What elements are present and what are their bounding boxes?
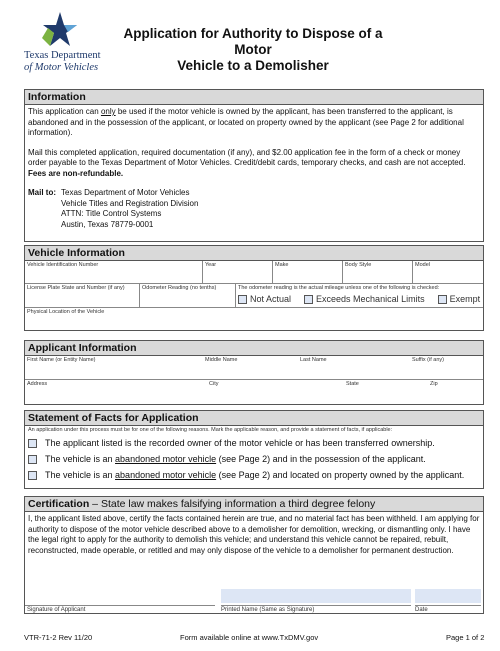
exempt-checkbox[interactable] — [438, 295, 447, 304]
exceeds-limits-checkbox[interactable] — [304, 295, 313, 304]
plate-label: License Plate State and Number (if any) — [27, 285, 125, 291]
exempt-label: Exempt — [449, 294, 481, 304]
owner-checkbox[interactable] — [28, 439, 37, 448]
suffix-label: Suffix (if any) — [412, 357, 444, 363]
mail-to-block — [28, 188, 480, 230]
city-field[interactable] — [207, 380, 344, 404]
fees-note: Fees are non-refundable. — [28, 168, 124, 178]
date-label: Date — [415, 607, 428, 613]
address-line: Texas Department of Motor Vehicles — [61, 188, 190, 197]
address-line: Austin, Texas 78779-0001 — [61, 219, 154, 229]
facts-note: An application under this process must be for one of the following reasons. Mark the applicable reason, and provide a statement of facts, if applicable: — [28, 427, 393, 433]
property-checkbox[interactable] — [28, 471, 37, 480]
information-section — [24, 89, 484, 242]
fact-option-owner — [25, 434, 483, 450]
information-para1 — [28, 107, 480, 139]
odometer-options — [236, 284, 483, 307]
address-line: ATTN: Title Control Systems — [61, 209, 162, 218]
certification-section — [24, 496, 484, 614]
title-line1: Application for Authority to Dispose of a Motor — [123, 26, 383, 57]
not-actual-checkbox[interactable] — [238, 295, 247, 304]
state-field[interactable] — [344, 380, 428, 404]
certification-text: I, the applicant listed above, certify the facts contained herein are true, and no material fact has been withheld. I am applying for authority to dispose of the motor vehicle described above to a demolisher for demolition, wrecking, or dismantling only. I have the legal right to apply for the authority to demolish this vehicle; and understand this vehicle cannot be repaired, rebuilt, reconstructed, made operable, or retitled and may only dispose of the vehicle to a demolisher for permanent destruction. — [28, 514, 480, 555]
information-heading: Information — [25, 90, 483, 105]
address-label: Address — [27, 381, 48, 387]
last-name-label: Last Name — [300, 357, 327, 363]
info-only-emphasis: only — [100, 107, 116, 116]
certification-title: Certification — [28, 498, 90, 510]
odometer-field[interactable] — [140, 284, 236, 307]
fact-owner-text: The applicant listed is the recorded owner of the motor vehicle or has been transferred ownership. — [45, 438, 435, 448]
date-field — [415, 605, 481, 613]
make-field[interactable] — [273, 261, 343, 283]
fact-possession-text — [45, 454, 426, 464]
first-name-label: First Name (or Entity Name) — [27, 357, 96, 363]
city-label: City — [209, 381, 219, 387]
date-input[interactable] — [415, 589, 481, 603]
suffix-field[interactable] — [410, 356, 483, 379]
page-number: Page 1 of 2 — [446, 633, 485, 642]
year-label: Year — [205, 262, 217, 268]
vin-field[interactable] — [25, 261, 203, 283]
plate-field[interactable] — [25, 284, 140, 307]
fact-option-property — [25, 466, 483, 482]
middle-name-field[interactable] — [203, 356, 298, 379]
odometer-note: The odometer reading is the actual mileage unless one of the following is checked: — [238, 285, 440, 291]
fact-text: The vehicle is an — [45, 454, 116, 464]
zip-label: Zip — [430, 381, 438, 387]
body-style-field[interactable] — [343, 261, 413, 283]
address-field[interactable] — [25, 380, 207, 404]
facts-heading: Statement of Facts for Application — [25, 411, 483, 426]
vehicle-location-label: Physical Location of the Vehicle — [27, 309, 105, 315]
first-name-field[interactable] — [25, 356, 203, 379]
information-para2 — [28, 148, 480, 180]
star-logo-icon — [38, 10, 78, 50]
printed-name-field — [221, 605, 411, 613]
address-line: Vehicle Titles and Registration Division — [61, 198, 199, 208]
middle-name-label: Middle Name — [205, 357, 238, 363]
not-actual-label: Not Actual — [250, 294, 292, 304]
certification-warning: – State law makes falsifying information a third degree felony — [89, 498, 376, 510]
zip-field[interactable] — [428, 380, 483, 404]
title-line2: Vehicle to a Demolisher — [177, 58, 329, 73]
info-text: This application can — [28, 107, 101, 116]
signature-field[interactable] — [25, 605, 215, 613]
txdmv-logo — [24, 10, 120, 72]
applicant-heading: Applicant Information — [25, 341, 483, 356]
abandoned-vehicle-term: abandoned motor vehicle — [115, 470, 217, 480]
state-label: State — [346, 381, 359, 387]
footer-website: Form available online at www.TxDMV.gov — [180, 633, 319, 642]
vehicle-heading: Vehicle Information — [25, 246, 483, 261]
printed-name-label: Printed Name (Same as Signature) — [221, 607, 315, 613]
fact-text: (see Page 2) and located on property owned by the applicant. — [216, 470, 465, 480]
abandoned-vehicle-term: abandoned motor vehicle — [115, 454, 217, 464]
year-field[interactable] — [203, 261, 273, 283]
fact-option-possession — [25, 450, 483, 466]
possession-checkbox[interactable] — [28, 455, 37, 464]
fact-text: The vehicle is an — [45, 470, 116, 480]
last-name-field[interactable] — [298, 356, 410, 379]
vehicle-section — [24, 245, 484, 331]
make-label: Make — [275, 262, 289, 268]
body-style-label: Body Style — [345, 262, 372, 268]
exceeds-limits-label: Exceeds Mechanical Limits — [316, 294, 425, 304]
logo-text-line2: of Motor Vehicles — [24, 62, 99, 73]
form-id: VTR-71-2 Rev 11/20 — [24, 633, 93, 642]
model-label: Model — [415, 262, 430, 268]
fact-property-text — [45, 470, 464, 480]
model-field[interactable] — [413, 261, 483, 283]
fact-text: (see Page 2) and in the possession of the applicant. — [216, 454, 426, 464]
info-text: be used if the motor vehicle is owned by the applicant, has been transferred to the applicant, is abandoned and in the possession of the applicant, or located on property owned by the applicant (see Page 2 for additional information). — [28, 107, 464, 137]
applicant-section — [24, 340, 484, 405]
info-text: Mail this completed application, required documentation (if any), and $2.00 application fee in the form of a check or money order payable to the Texas Department of Motor Vehicles. Credit/debit cards, temporary checks, and cash are not accepted. — [28, 147, 466, 167]
mail-to-label: Mail to: — [28, 188, 56, 197]
vin-label: Vehicle Identification Number — [27, 262, 99, 268]
signature-label: Signature of Applicant — [27, 607, 86, 613]
printed-name-input[interactable] — [221, 589, 411, 603]
vehicle-location-field[interactable] — [25, 308, 483, 330]
form-title — [108, 26, 398, 74]
odometer-label: Odometer Reading (no tenths) — [142, 285, 217, 291]
facts-section — [24, 410, 484, 489]
certification-heading — [25, 497, 483, 512]
logo-text-line1: Texas Department — [24, 50, 101, 61]
